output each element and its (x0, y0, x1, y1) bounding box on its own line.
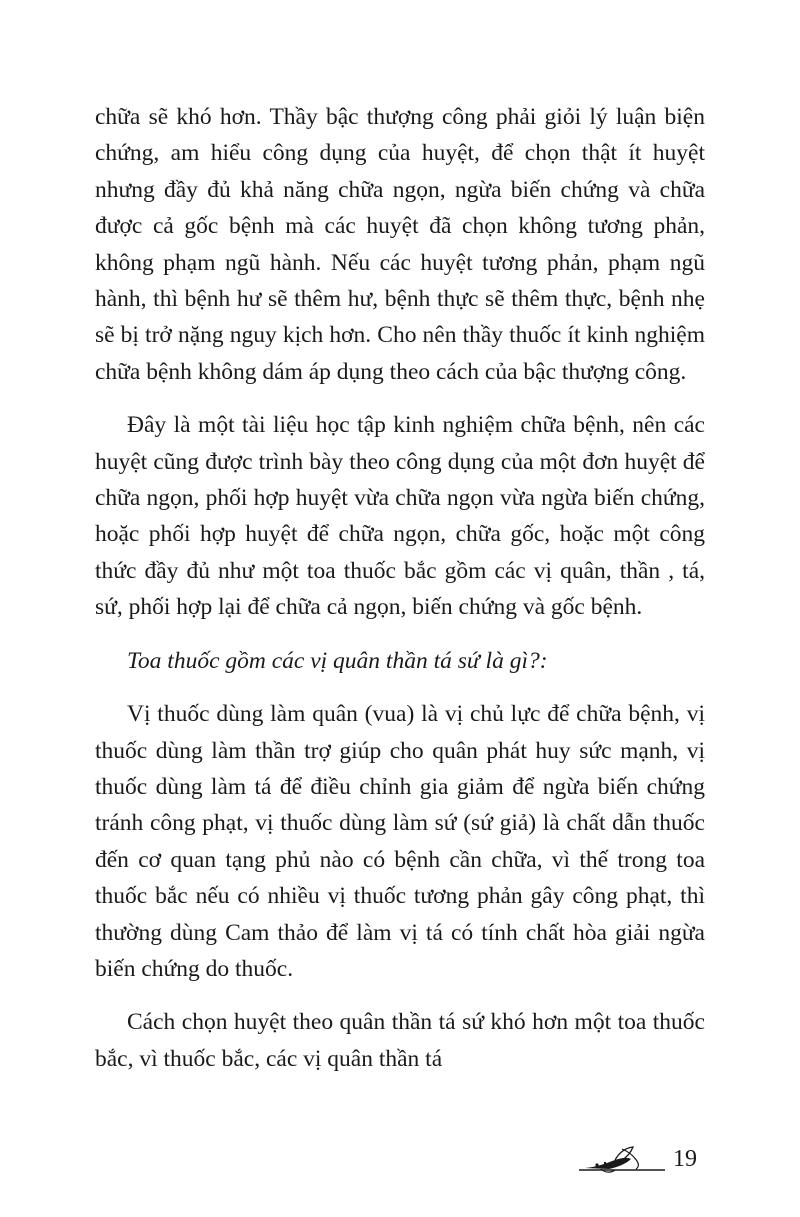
body-text (95, 99, 705, 1094)
italic-heading: Toa thuốc gồm các vị quân thần tá sứ là gì?: (127, 647, 548, 674)
paragraph-2: Đây là một tài liệu học tập kinh nghiệm chữa bệnh, nên các huyệt cũng được trình bày theo công dụng của một đơn huyệt để chữa ngọn, phối hợp huyệt vừa chữa ngọn vừa ngừa biến chứng, hoặc phối hợp huyệt để chữa ngọn, chữa gốc, hoặc một công thức đầy đủ như một toa thuốc bắc gồm các vị quân, thần , tá, sứ, phối hợp lại để chữa cả ngọn, biến chứng và gốc bệnh. (95, 412, 705, 621)
paragraph-3: Vị thuốc dùng làm quân (vua) là vị chủ lực để chữa bệnh, vị thuốc dùng làm thần trợ giúp cho quân phát huy sức mạnh, vị thuốc dùng làm tá để điều chỉnh gia giảm để ngừa biến chứng tránh công phạt, vị thuốc dùng làm sứ (sứ giả) là chất dẫn thuốc đến cơ quan tạng phủ nào có bệnh cần chữa, vì thế trong toa thuốc bắc nếu có nhiều vị thuốc tương phản gây công phạt, thì thường dùng Cam thảo để làm vị tá có tính chất hòa giải ngừa biến chứng do thuốc. (95, 701, 705, 982)
page-footer (575, 1143, 705, 1183)
paragraph-4: Cách chọn huyệt theo quân thần tá sứ khó hơn một toa thuốc bắc, vì thuốc bắc, các vị quân thần tá (95, 1009, 705, 1072)
page-number: 19 (673, 1146, 697, 1172)
quill-pen-ornament-icon (575, 1143, 670, 1179)
paragraph-1: chữa sẽ khó hơn. Thầy bậc thượng công phải giỏi lý luận biện chứng, am hiểu công dụng của huyệt, để chọn thật ít huyệt nhưng đầy đủ khả năng chữa ngọn, ngừa biến chứng và chữa được cả gốc bệnh mà các huyệt đã chọn không tương phản, không phạm ngũ hành. Nếu các huyệt tương phản, phạm ngũ hành, thì bệnh hư sẽ thêm hư, bệnh thực sẽ thêm thực, bệnh nhẹ sẽ bị trở nặng nguy kịch hơn. Cho nên thầy thuốc ít kinh nghiệm chữa bệnh không dám áp dụng theo cách của bậc thượng công. (95, 104, 705, 385)
